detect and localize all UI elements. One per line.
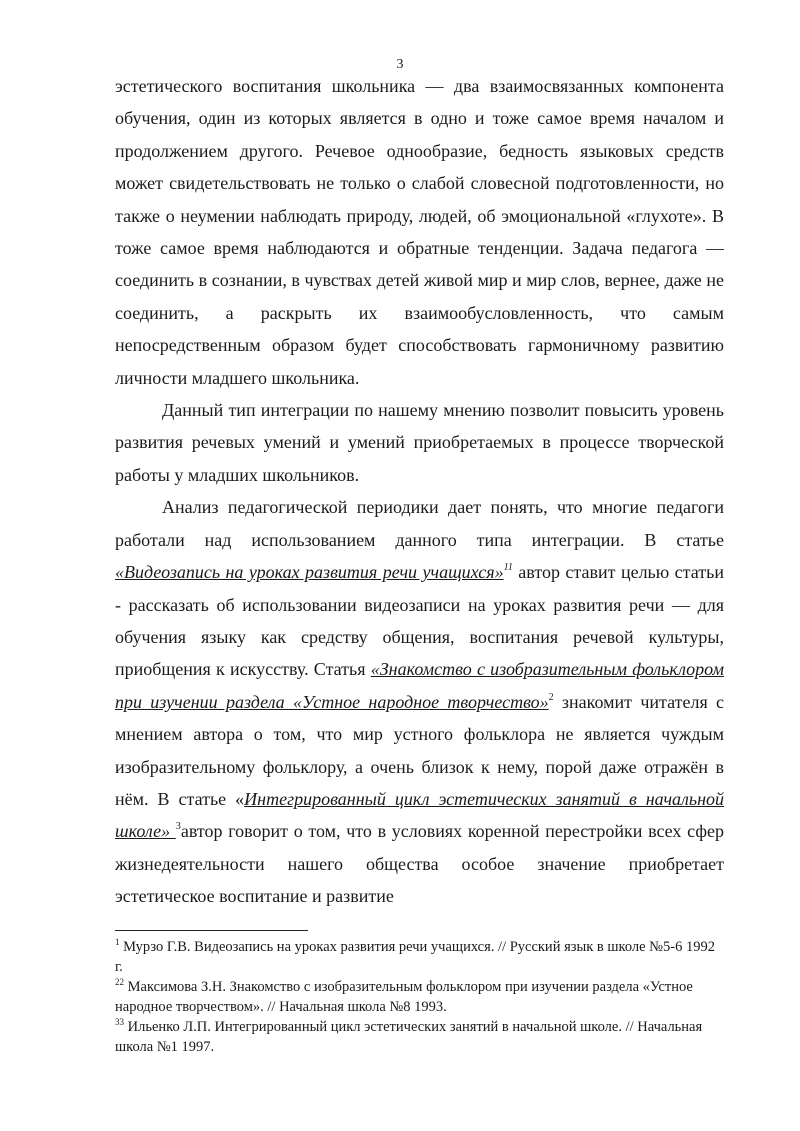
- paragraph-3-text-2: автор ставит целью статьи - рассказать об использовании видеозаписи на уроках развития речи — для обучения языку как средству общения, воспитания речевой культуры, приобщения к искусству. Статья: [115, 562, 724, 680]
- footnote-3: [115, 1017, 724, 1057]
- footnote-2: [115, 977, 724, 1017]
- paragraph-3-text-1: Анализ педагогической периодики дает понять, что многие педагоги работали над использованием данного типа интеграции. В статье: [115, 497, 724, 550]
- paragraph-3-text-3: знакомит читателя с мнением автора о том, что мир устного фольклора не является чуждым изобразительному фольклору, а очень близок к нему, порой даже отражён в нём. В статье «: [115, 691, 725, 809]
- paragraph-1: эстетического воспитания школьника — два взаимосвязанных компонента обучения, один из которых является в одно и тоже самое время началом и продолжением другого. Речевое однообразие, бедность языковых средств может свидетельствовать не только о слабой словесной подготовленности, но также о неумении наблюдать природу, людей, об эмоциональной «глухоте». В тоже самое время наблюдаются и обратные тенденции. Задача педагога — соединить в сознании, в чувствах детей живой мир и мир слов, вернее, даже не соединить, а раскрыть их взаимообусловленность, что самым непосредственным образом будет способствовать гармоничному развитию личности младшего школьника.: [115, 76, 724, 388]
- page-number: 3: [396, 57, 404, 72]
- footnote-2-text: Максимова З.Н. Знакомство с изобразительным фольклором при изучении раздела «Устное народное творчеством». // Начальная школа №8 1993.: [115, 979, 693, 1015]
- footnote-1: [115, 937, 724, 977]
- paragraph-3: [115, 491, 724, 912]
- footnote-reference-2[interactable]: 2: [548, 691, 554, 703]
- footnote-reference-3[interactable]: 3: [175, 821, 181, 833]
- article-reference-link-1[interactable]: «Видеозапись на уроках развития речи учащихся»: [115, 562, 504, 583]
- body-text: [115, 70, 724, 913]
- article-reference-link-3[interactable]: Интегрированный цикл эстетических занятий в начальной школе»: [115, 788, 724, 842]
- footnote-3-text: Ильенко Л.П. Интегрированный цикл эстетических занятий в начальной школе. // Начальная школа №1 1997.: [115, 1019, 703, 1055]
- footnote-separator: [115, 930, 308, 931]
- footnote-1-text: Мурзо Г.В. Видеозапись на уроках развития речи учащихся. // Русский язык в школе №5-6 1992 г.: [115, 939, 715, 975]
- paragraph-3-text-4: автор говорит о том, что в условиях коренной перестройки всех сфер жизнедеятельности нашего общества особое значение приобретает эстетическое воспитание и развитие: [115, 821, 724, 907]
- footnote-mark-1: 1: [115, 937, 120, 948]
- footnotes: [115, 937, 724, 1057]
- footnote-mark-3: 33: [115, 1017, 124, 1028]
- article-reference-link-2[interactable]: «Знакомство с изобразительным фольклором при изучении раздела «Устное народное творчество»: [115, 659, 724, 712]
- footnote-mark-2: 22: [115, 977, 124, 988]
- paragraph-2: Данный тип интеграции по нашему мнению позволит повысить уровень развития речевых умений и умений приобретаемых в процессе творческой работы у младших школьников.: [115, 400, 724, 485]
- footnote-reference-1[interactable]: 11: [503, 562, 513, 574]
